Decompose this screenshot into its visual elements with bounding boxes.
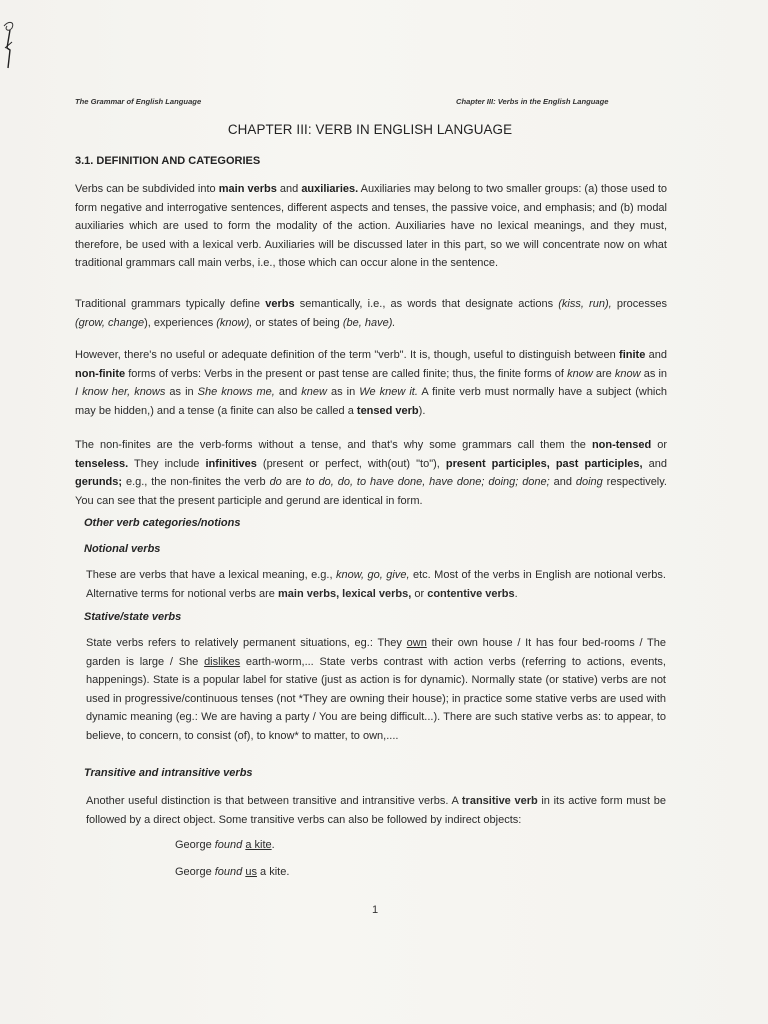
paragraph-finite-nonfinite: However, there's no useful or adequate definition of the term "verb". It is, though, useful to distinguish between finite and non-finite forms of verbs: Verbs in the present or past tense are called finite; thus, the finite forms of know are know as in I know her, knows as in She knows me, and knew as in We knew it. A finite verb must normally have a subject (which may be hidden,) and a tense (a finite can also be called a tensed verb). [75,349,668,417]
paragraph-transitive-verbs: Another useful distinction is that between transitive and intransitive verbs. A transitive verb in its active form must be followed by a direct object. Some transitive verbs can also be followed by indirect objects: [86,795,666,826]
handwritten-mark [0,18,22,70]
subheading-stative-verbs: Stative/state verbs [84,611,182,623]
paragraph-non-finites: The non-finites are the verb-forms without a tense, and that's why some grammars call them the non-tensed or tenseless. They include infinitives (present or perfect, with(out) "to"), present participles, past participles, and gerunds; e.g., the non-finites the verb do are to do, do, to have done, have done; doing; done; and doing respectively. You can see that the present participle and gerund are identical in form. [75,439,668,507]
paragraph-semantic-definition: Traditional grammars typically define verbs semantically, i.e., as words that designate actions (kiss, run), processes (grow, change), experiences (know), or states of being (be, have). [75,298,667,329]
subheading-transitive-verbs: Transitive and intransitive verbs [84,767,253,779]
example-sentence-2: George found us a kite. [175,866,290,878]
running-header-right: Chapter III: Verbs in the English Language [456,97,609,106]
page-number: 1 [372,904,379,916]
paragraph-stative-verbs: State verbs refers to relatively permanent situations, eg.: They own their own house / It has four bed-rooms / The garden is large / She dislikes earth-worm,... State verbs contrast with action verbs (referring to actions, events, happenings). State is a popular label for stative (just as action is for dynamic). Normally state (or stative) verbs are not used in progressive/continuous tenses (not *They are owning their house); in practice some stative verbs are used with dynamic meaning (eg.: We are having a party / You are being difficult...). There are such stative verbs as: to appear, to believe, to concern, to consist (of), to know* to matter, to own,.... [86,637,666,742]
subheading-other-categories: Other verb categories/notions [84,517,241,529]
section-heading: 3.1. DEFINITION AND CATEGORIES [75,155,261,167]
paragraph-main-verbs: Verbs can be subdivided into main verbs and auxiliaries. Auxiliaries may belong to two smaller groups: (a) those used to form negative and interrogative sentences, different aspects and tenses, the passive voice, and emphasis; and (b) modal auxiliaries which are used to form the modality of the action. Auxiliaries have no lexical meanings, and they must, therefore, be used with a lexical verb. Auxiliaries will be discussed later in this part, so we will concentrate now on what traditional grammars call main verbs, i.e., those which can occur alone in the sentence. [75,183,667,269]
example-sentence-1: George found a kite. [175,839,275,851]
paragraph-notional-verbs: These are verbs that have a lexical meaning, e.g., know, go, give, etc. Most of the verbs in English are notional verbs. Alternative terms for notional verbs are main verbs, lexical verbs, or contentive verbs. [86,569,666,600]
running-header-left: The Grammar of English Language [75,97,202,106]
chapter-title: CHAPTER III: VERB IN ENGLISH LANGUAGE [227,122,513,137]
subheading-notional-verbs: Notional verbs [84,543,161,555]
